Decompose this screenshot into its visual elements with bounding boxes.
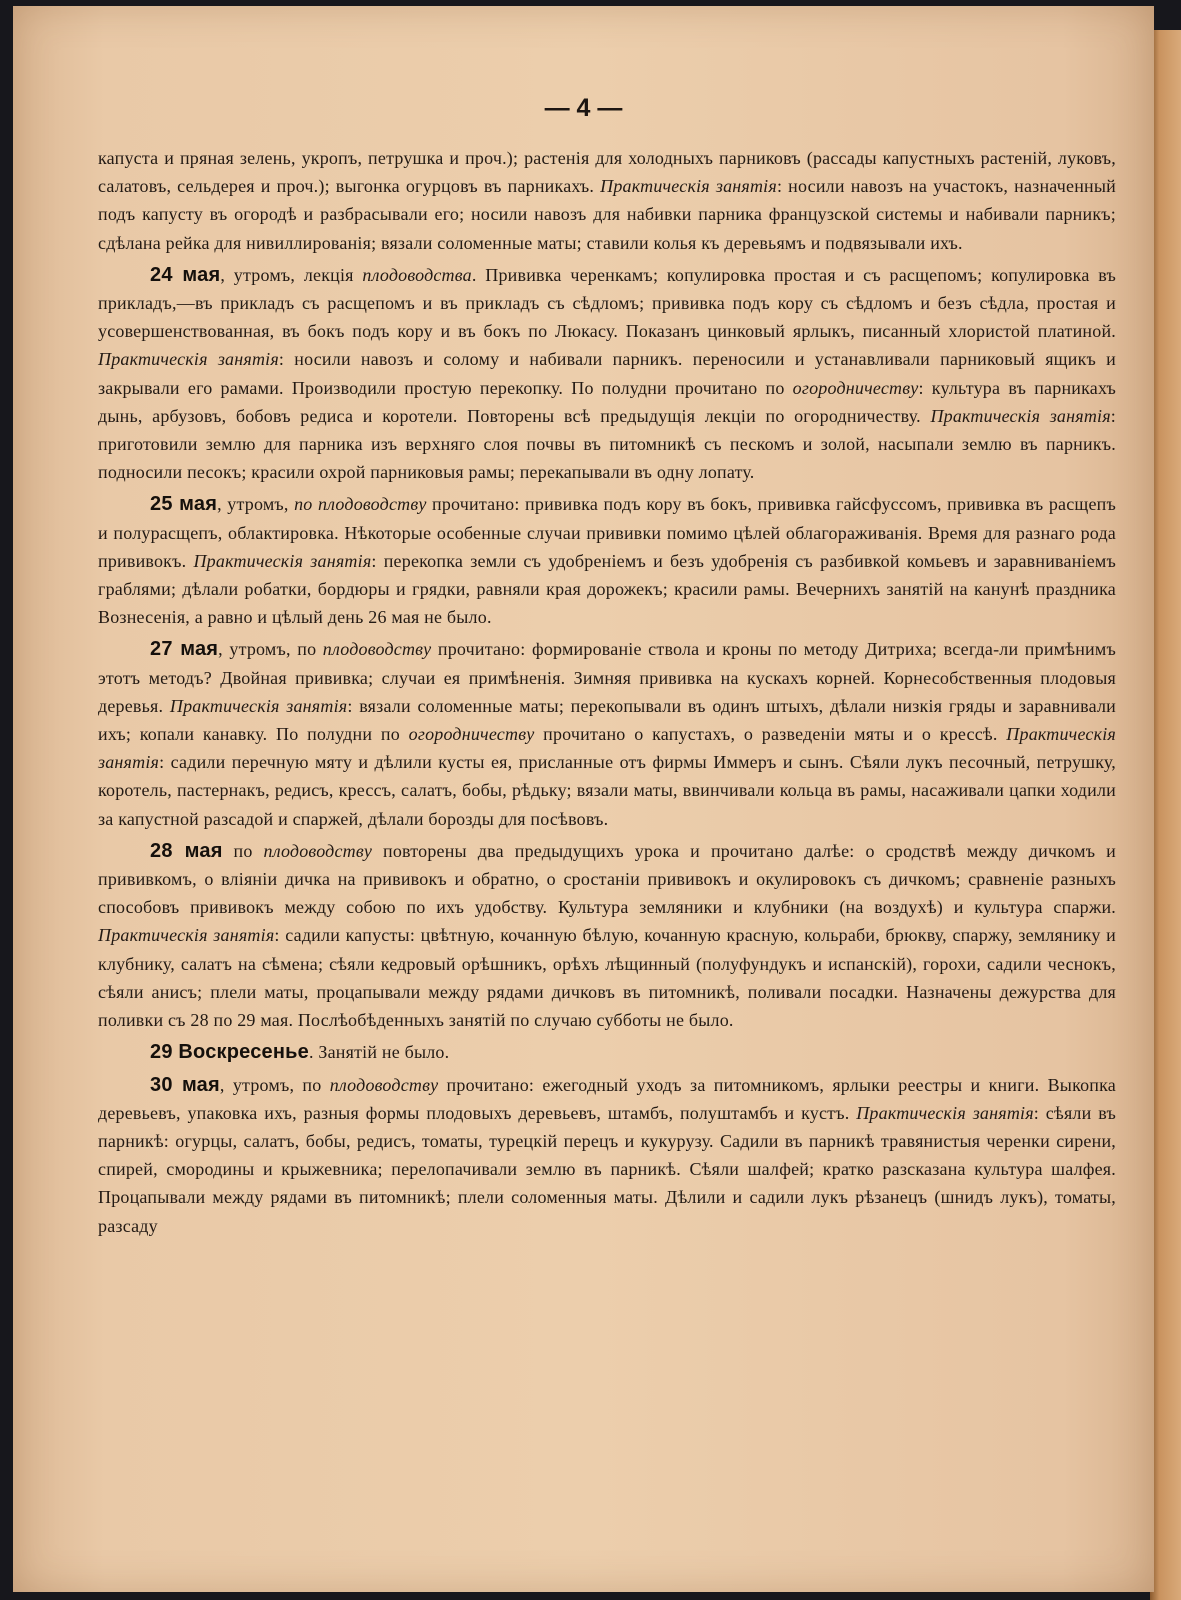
text-run: прочитано: ежегодный уходъ за питомникомъ, ярлыки реестры и книги. Выкопка деревьевъ, упаковка ихъ, разныя формы плодовыхъ деревьевъ, штамбъ, полуштамбъ и кустъ. (98, 1074, 1116, 1123)
italic-term: Практическія занятія (600, 176, 777, 197)
italic-term: Практическія занятія (169, 695, 348, 716)
page-number: — 4 — (544, 94, 623, 122)
paragraph (98, 1071, 1116, 1240)
entry-date: 29 Воскресенье (150, 1041, 309, 1064)
text-run: , утромъ, по (219, 1074, 330, 1095)
text-run: : носили навозъ и солому и набивали парникъ. переносили и устанавливали парниковый ящикъ и закрывали его рамами. Производили простую перекопку. По полудни прочитано по (98, 349, 1117, 398)
text-run: , утромъ, (217, 494, 295, 515)
italic-term: плодоводства (362, 264, 472, 285)
paragraph (98, 490, 1116, 631)
body-text (98, 144, 1116, 1240)
paragraph (98, 635, 1116, 832)
italic-term: по плодоводству (294, 494, 427, 515)
paragraph (98, 837, 1116, 1034)
italic-term: Практическія занятія (98, 349, 279, 370)
entry-date: 25 мая (150, 493, 218, 516)
italic-term: Практическія занятія (856, 1102, 1034, 1123)
text-run: . Занятій не было. (308, 1042, 450, 1063)
text-run: : культура въ парникахъ дынь, арбузовъ, бобовъ редиса и коротели. Повторены всѣ предыдущія лекціи по огородничеству. (98, 377, 1116, 426)
text-run: прочитано о капустахъ, о разведеніи мяты и о крессѣ. (534, 724, 1007, 745)
text-run: : носили навозъ на участокъ, назначенный подъ капусту въ огородѣ и разбрасывали его; носили навозъ для набивки парника французской системы и набивали парникъ; сдѣлана рейка для нивиллированія; вязали соломенные маты; ставили колья къ деревьямъ и подвязывали ихъ. (98, 176, 1117, 253)
text-run: : вязали соломенные маты; перекопывали въ одинъ штыхъ, дѣлали низкія гряды и заравнивали ихъ; копали канавку. По полудни по (98, 695, 1116, 745)
text-run: , утромъ, лекція (220, 264, 363, 285)
italic-term: Практическія занятія (98, 724, 1116, 773)
entry-date: 27 мая (150, 638, 219, 661)
italic-term: Практическія занятія (98, 925, 275, 946)
text-run: прочитано: прививка подъ кору въ бокъ, прививка гайсфуссомъ, прививка въ расщепъ и полурасщепъ, облактировка. Нѣкоторые особенные случаи прививки помимо цѣлей облагораживанія. Время для разнаго рода прививокъ. (98, 494, 1116, 571)
text-run: : приготовили землю для парника изъ верхняго слоя почвы въ питомникѣ съ пескомъ и золой, насыпали землю въ парникъ. подносили песокъ; красили охрой парниковыя рамы; перекапывали въ одну лопату. (98, 405, 1116, 483)
italic-term: Практическія занятія (930, 405, 1111, 426)
adjacent-page-edge (1150, 30, 1181, 1600)
italic-term: огородничеству (792, 377, 919, 398)
book-page (13, 6, 1154, 1592)
text-run: повторены два предыдущихъ урока и прочитано далѣе: о сродствѣ между дичкомъ и прививкомъ, о вліяніи дичка на прививокъ и обратно, о сростаніи прививокъ и окулировокъ съ дичкомъ; сравненіе разныхъ способовъ прививокъ между собою по ихъ удобству. Культура земляники и клубники (на воздухѣ) и культура спаржи. (98, 840, 1117, 918)
text-run: : садили капусты: цвѣтную, кочанную бѣлую, кочанную красную, кольраби, брюкву, спаржу, землянику и клубнику, салатъ на сѣмена; сѣяли кедровый орѣшникъ, орѣхъ лѣщинный (полуфундукъ и испанскій), горохи, садили чеснокъ, сѣяли анисъ; плели маты, процапывали между рядами дичковъ въ питомникѣ, поливали посадки. Назначены дежурства для поливки съ 28 по 29 мая. Послѣобѣденныхъ занятій по случаю субботы не было. (98, 925, 1117, 1031)
entry-date: 24 мая (150, 263, 221, 286)
paragraph (98, 261, 1116, 487)
entry-date: 28 мая (150, 839, 223, 862)
text-run: : перекопка земли съ удобреніемъ и безъ удобренія съ разбивкой комьевъ и заравниваніемъ граблями; дѣлали робатки, бордюры и грядки, равняли края дорожекъ; красили рамы. Вечернихъ занятій на канунѣ праздника Вознесенія, а равно и цѣлый день 26 мая не было. (98, 550, 1117, 628)
italic-term: плодоводству (329, 1074, 439, 1095)
italic-term: Практическія занятія (193, 550, 372, 571)
text-run: по (222, 840, 264, 861)
text-run: : садили перечную мяту и дѣлили кусты ея, присланные отъ фирмы Иммеръ и сынъ. Сѣяли лукъ песочный, петрушку, коротель, пастернакъ, редисъ, крессъ, салатъ, бобы, рѣдьку; вязали маты, ввинчивали кольца въ рамы, насаживали цапки ходили за капустной разсадой и спаржей, дѣлали борозды для посѣвовъ. (98, 752, 1116, 829)
text-run: прочитано: формированіе ствола и кроны по методу Дитриха; всегда-ли примѣнимъ этотъ методъ? Двойная прививка; случаи ея примѣненія. Зимняя прививка на кускахъ корней. Корнесобственныя плодовыя деревья. (98, 639, 1116, 716)
paragraph (98, 1038, 1116, 1066)
text-run: . Прививка черенкамъ; копулировка простая и съ расщепомъ; копулировка въ прикладъ,—въ прикладъ съ расщепомъ и въ прикладъ съ сѣдломъ; прививка подъ кору съ сѣдломъ и безъ сѣдла, простая и усовершенствованная, въ бокъ подъ кору и въ бокъ по Люкасу. Показанъ цинковый ярлыкъ, писанный хлористой платиной. (98, 264, 1116, 342)
paragraph (98, 144, 1116, 257)
entry-date: 30 мая (150, 1073, 220, 1096)
text-run: : сѣяли въ парникѣ: огурцы, салатъ, бобы, редисъ, томаты, турецкій перецъ и кукурузу. Садили въ парникѣ травянистыя черенки сирени, спирей, смородины и крыжевника; перелопачивали землю въ парникѣ. Сѣяли шалфей; кратко разсказана культура шалфея. Процапывали между рядами въ питомникѣ; плели соломенныя маты. Дѣлили и садили лукъ рѣзанецъ (шнидъ лукъ), томаты, разсаду (98, 1102, 1116, 1236)
italic-term: плодоводству (263, 840, 373, 861)
italic-term: плодоводству (322, 639, 432, 660)
text-run: капуста и пряная зелень, укропъ, петрушка и проч.); растенія для холодныхъ парниковъ (рассады капустныхъ растеній, луковъ, салатовъ, сельдерея и проч.); выгонка огурцовъ въ парникахъ. (98, 148, 1116, 197)
italic-term: огородничеству (408, 724, 535, 745)
text-run: , утромъ, по (218, 639, 323, 660)
